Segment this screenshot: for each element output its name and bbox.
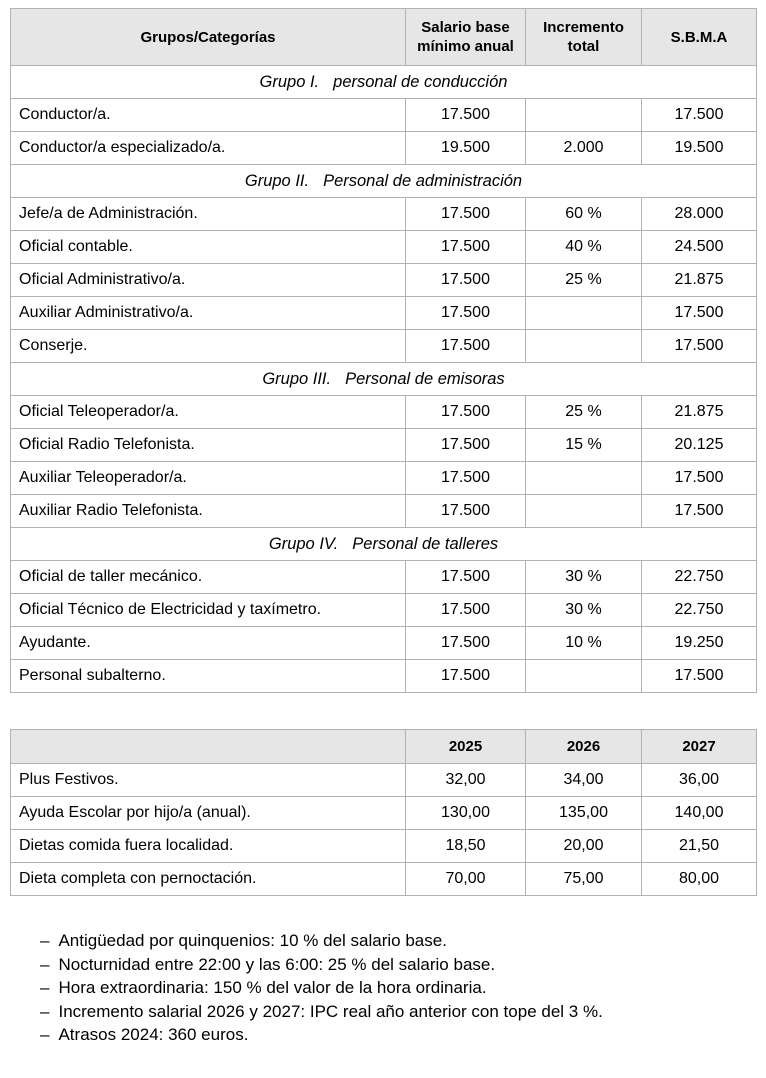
- category-cell: Auxiliar Administrativo/a.: [11, 297, 406, 330]
- category-cell: Conserje.: [11, 330, 406, 363]
- salario-cell: 17.500: [406, 660, 526, 693]
- salario-cell: 17.500: [406, 495, 526, 528]
- sbma-cell: 22.750: [642, 561, 757, 594]
- group-title-row: [11, 165, 757, 198]
- table-row: [11, 231, 757, 264]
- sbma-cell: 20.125: [642, 429, 757, 462]
- allowances-years-table: [10, 729, 757, 896]
- group-title-row: [11, 363, 757, 396]
- category-cell: Oficial de taller mecánico.: [11, 561, 406, 594]
- group-3-prefix: Grupo III.: [262, 369, 332, 388]
- category-cell: Oficial Técnico de Electricidad y taxímetro.: [11, 594, 406, 627]
- table-row: [11, 99, 757, 132]
- note-text: Atrasos 2024: 360 euros.: [58, 1025, 249, 1044]
- incremento-cell: [526, 660, 642, 693]
- group-2-prefix: Grupo II.: [244, 171, 310, 190]
- table-row: [11, 198, 757, 231]
- group-3-title: [11, 363, 757, 396]
- sbma-cell: 17.500: [642, 495, 757, 528]
- value-2026-cell: 75,00: [526, 863, 642, 896]
- note-text: Incremento salarial 2026 y 2027: IPC real año anterior con tope del 3 %.: [58, 1001, 603, 1021]
- sbma-cell: 21.875: [642, 396, 757, 429]
- category-cell: Jefe/a de Administración.: [11, 198, 406, 231]
- table-row: [11, 297, 757, 330]
- sbma-cell: 19.500: [642, 132, 757, 165]
- group-1-prefix: Grupo I.: [259, 72, 320, 91]
- salario-cell: 17.500: [406, 561, 526, 594]
- salario-cell: 17.500: [406, 99, 526, 132]
- incremento-cell: 40 %: [526, 231, 642, 264]
- table-row: [11, 462, 757, 495]
- sbma-cell: 17.500: [642, 297, 757, 330]
- sbma-cell: 24.500: [642, 231, 757, 264]
- sbma-cell: 17.500: [642, 330, 757, 363]
- group-4-name: Personal de talleres: [352, 534, 499, 553]
- salario-cell: 19.500: [406, 132, 526, 165]
- concept-cell: Dietas comida fuera localidad.: [11, 830, 406, 863]
- category-cell: Conductor/a.: [11, 99, 406, 132]
- header-empty: [11, 730, 406, 764]
- incremento-cell: 30 %: [526, 561, 642, 594]
- incremento-cell: [526, 297, 642, 330]
- incremento-cell: 25 %: [526, 264, 642, 297]
- note-text: Antigüedad por quinquenios: 10 % del salario base.: [58, 931, 447, 950]
- incremento-cell: 2.000: [526, 132, 642, 165]
- notes-list: [40, 929, 756, 1047]
- group-title-row: [11, 66, 757, 99]
- header-incremento-total: Incremento total: [526, 9, 642, 66]
- salario-cell: 17.500: [406, 231, 526, 264]
- group-4-title: [11, 528, 757, 561]
- incremento-cell: [526, 99, 642, 132]
- concept-cell: Dieta completa con pernoctación.: [11, 863, 406, 896]
- dash-bullet: –: [40, 954, 50, 974]
- incremento-cell: 25 %: [526, 396, 642, 429]
- incremento-cell: 10 %: [526, 627, 642, 660]
- value-2025-cell: 70,00: [406, 863, 526, 896]
- header-year-2025: 2025: [406, 730, 526, 764]
- dash-bullet: –: [40, 931, 50, 950]
- category-cell: Conductor/a especializado/a.: [11, 132, 406, 165]
- group-1-title: [11, 66, 757, 99]
- dash-bullet: –: [40, 1001, 50, 1021]
- sbma-cell: 22.750: [642, 594, 757, 627]
- sbma-cell: 21.875: [642, 264, 757, 297]
- table-row: [11, 429, 757, 462]
- table-row: [11, 797, 757, 830]
- table-row: [11, 495, 757, 528]
- value-2026-cell: 34,00: [526, 764, 642, 797]
- list-item: [40, 929, 756, 953]
- sbma-cell: 17.500: [642, 660, 757, 693]
- table-row: [11, 830, 757, 863]
- dash-bullet: –: [40, 978, 50, 997]
- table-row: [11, 764, 757, 797]
- category-cell: Oficial Administrativo/a.: [11, 264, 406, 297]
- value-2025-cell: 32,00: [406, 764, 526, 797]
- category-cell: Auxiliar Teleoperador/a.: [11, 462, 406, 495]
- group-1-name: personal de conducción: [333, 72, 508, 91]
- salario-cell: 17.500: [406, 264, 526, 297]
- sbma-cell: 17.500: [642, 99, 757, 132]
- value-2027-cell: 36,00: [642, 764, 757, 797]
- category-cell: Oficial Teleoperador/a.: [11, 396, 406, 429]
- salario-cell: 17.500: [406, 330, 526, 363]
- list-item: [40, 953, 756, 977]
- salario-cell: 17.500: [406, 297, 526, 330]
- category-cell: Oficial Radio Telefonista.: [11, 429, 406, 462]
- list-item: [40, 976, 756, 1000]
- value-2026-cell: 20,00: [526, 830, 642, 863]
- salario-cell: 17.500: [406, 198, 526, 231]
- category-cell: Ayudante.: [11, 627, 406, 660]
- table-row: [11, 660, 757, 693]
- header-sbma: S.B.M.A: [642, 9, 757, 66]
- table-row: [11, 863, 757, 896]
- sbma-cell: 28.000: [642, 198, 757, 231]
- incremento-cell: 15 %: [526, 429, 642, 462]
- group-2-title: [11, 165, 757, 198]
- incremento-cell: 30 %: [526, 594, 642, 627]
- salario-cell: 17.500: [406, 429, 526, 462]
- salario-cell: 17.500: [406, 462, 526, 495]
- concept-cell: Ayuda Escolar por hijo/a (anual).: [11, 797, 406, 830]
- note-text: Nocturnidad entre 22:00 y las 6:00: 25 % del salario base.: [58, 954, 496, 974]
- category-cell: Personal subalterno.: [11, 660, 406, 693]
- allowances-header-row: [11, 730, 757, 764]
- salary-table-header-row: [11, 9, 757, 66]
- salario-cell: 17.500: [406, 627, 526, 660]
- header-year-2027: 2027: [642, 730, 757, 764]
- value-2025-cell: 18,50: [406, 830, 526, 863]
- incremento-cell: [526, 462, 642, 495]
- value-2027-cell: 21,50: [642, 830, 757, 863]
- table-row: [11, 132, 757, 165]
- salario-cell: 17.500: [406, 594, 526, 627]
- value-2026-cell: 135,00: [526, 797, 642, 830]
- list-item: [40, 1023, 756, 1047]
- sbma-cell: 17.500: [642, 462, 757, 495]
- incremento-cell: [526, 330, 642, 363]
- table-row: [11, 396, 757, 429]
- header-groups-categories: Grupos/Categorías: [11, 9, 406, 66]
- category-cell: Oficial contable.: [11, 231, 406, 264]
- table-row: [11, 264, 757, 297]
- sbma-cell: 19.250: [642, 627, 757, 660]
- group-3-name: Personal de emisoras: [345, 369, 505, 388]
- table-row: [11, 594, 757, 627]
- concept-cell: Plus Festivos.: [11, 764, 406, 797]
- incremento-cell: [526, 495, 642, 528]
- header-year-2026: 2026: [526, 730, 642, 764]
- note-text: Hora extraordinaria: 150 % del valor de la hora ordinaria.: [58, 978, 487, 997]
- category-cell: Auxiliar Radio Telefonista.: [11, 495, 406, 528]
- group-4-prefix: Grupo IV.: [268, 534, 339, 553]
- list-item: [40, 1000, 756, 1024]
- value-2027-cell: 140,00: [642, 797, 757, 830]
- group-title-row: [11, 528, 757, 561]
- salario-cell: 17.500: [406, 396, 526, 429]
- group-2-name: Personal de administración: [323, 171, 523, 190]
- table-row: [11, 627, 757, 660]
- value-2027-cell: 80,00: [642, 863, 757, 896]
- incremento-cell: 60 %: [526, 198, 642, 231]
- header-salario-base: Salario base mínimo anual: [406, 9, 526, 66]
- value-2025-cell: 130,00: [406, 797, 526, 830]
- table-row: [11, 561, 757, 594]
- table-row: [11, 330, 757, 363]
- dash-bullet: –: [40, 1025, 50, 1044]
- salary-groups-table: [10, 8, 757, 693]
